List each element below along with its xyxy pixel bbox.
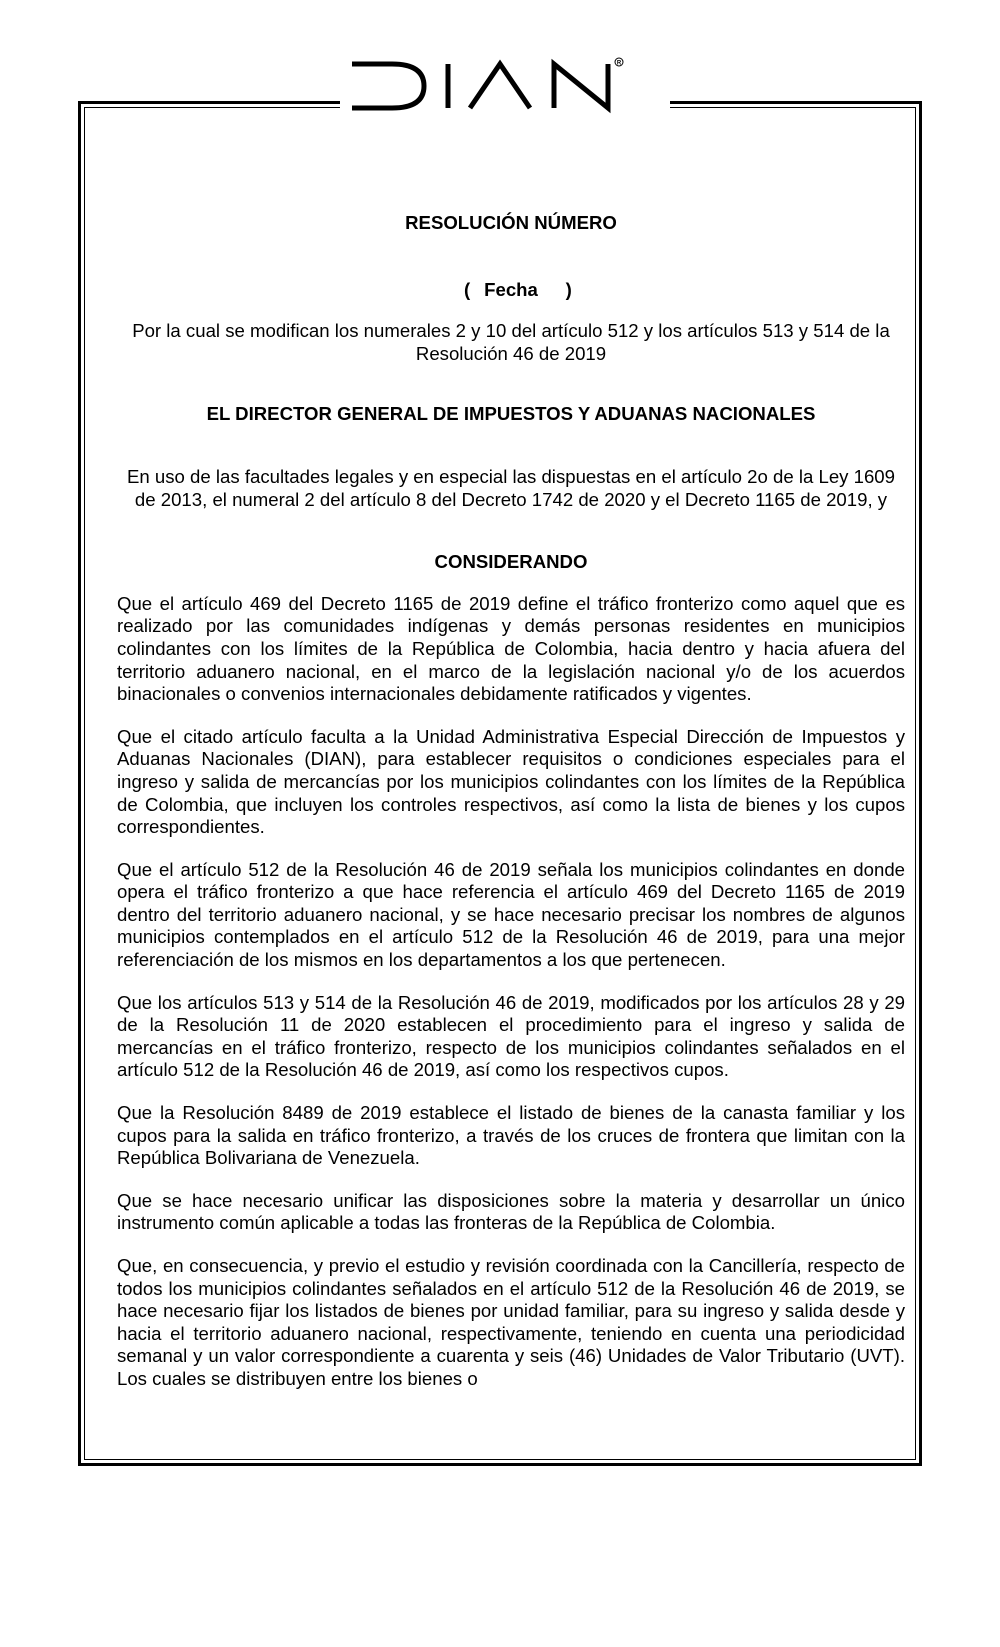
considering-paragraph: Que el artículo 469 del Decreto 1165 de 2019 define el tráfico fronterizo como aquel que es realizado por las comunidades indígenas y demás personas residentes en municipios colindantes con los límites de la República de Colombia, hacia dentro y hacia afuera del territorio aduanero nacional, en el marco de la legislación nacional y/o de los acuerdos binacionales o convenios internacionales debidamente ratificados y vigentes. [117,592,905,705]
considering-paragraph: Que, en consecuencia, y previo el estudio y revisión coordinada con la Cancillería, respecto de todos los municipios colindantes señalados en el artículo 512 de la Resolución 46 de 2019, se hace necesario fijar los listados de bienes por unidad familiar, para su ingreso y salida desde y hacia el territorio aduanero nacional, respectivamente, teniendo en cuenta una periodicidad semanal y un valor correspondiente a cuarenta y seis (46) Unidades de Valor Tributario (UVT). Los cuales se distribuyen entre los bienes o [117,1255,905,1389]
document-body [117,208,905,1391]
considering-heading: CONSIDERANDO [434,551,588,573]
svg-text:R: R [616,60,622,67]
legal-powers: En uso de las facultades legales y en especial las dispuestas en el artículo 2o de la Ley 1609 de 2013, el numeral 2 del artículo 8 del Decreto 1742 de 2020 y el Decreto 1165 de 2019, y [126,465,895,510]
considering-paragraph: Que el citado artículo faculta a la Unidad Administrativa Especial Dirección de Impuestos y Aduanas Nacionales (DIAN), para establecer requisitos o condiciones especiales para el ingreso y salida de mercancías por los municipios colindantes con los límites de la República de Colombia, que incluyen los controles respectivos, así como la lista de bienes y los cupos correspondientes. [117,725,905,838]
date-open-paren: ( [464,278,471,300]
considering-paragraph: Que el artículo 512 de la Resolución 46 de 2019 señala los municipios colindantes en donde opera el tráfico fronterizo a que hace referencia el artículo 469 del Decreto 1165 de 2019 dentro del territorio aduanero nacional, y se hace necesario precisar los nombres de algunos municipios contemplados en el artículo 512 de la Resolución 46 de 2019, para una mejor referenciación de los mismos en los departamentos a los que pertenecen. [117,858,905,971]
issuing-authority: EL DIRECTOR GENERAL DE IMPUESTOS Y ADUANAS NACIONALES [206,403,816,425]
resolution-date [117,279,905,302]
considering-paragraph: Que los artículos 513 y 514 de la Resolución 46 de 2019, modificados por los artículos 28 y 29 de la Resolución 11 de 2020 establecen el procedimiento para el ingreso y salida de mercancías en el tráfico fronterizo, respecto de los municipios colindantes señalados en el artículo 512 de la Resolución 46 de 2019, así como los respectivos cupos. [117,991,905,1081]
date-label: Fecha [484,278,538,300]
resolution-purpose: Por la cual se modifican los numerales 2 y 10 del artículo 512 y los artículos 513 y 514 de la Resolución 46 de 2019 [132,320,890,364]
considering-paragraph: Que la Resolución 8489 de 2019 establece el listado de bienes de la canasta familiar y los cupos para la salida en tráfico fronterizo, a través de los cruces de frontera que limitan con la República Bolivariana de Venezuela. [117,1102,905,1169]
considering-paragraph: Que se hace necesario unificar las disposiciones sobre la materia y desarrollar un único instrumento común aplicable a todas las fronteras de la República de Colombia. [117,1189,905,1234]
date-close-paren: ) [565,278,572,300]
resolution-title: RESOLUCIÓN NÚMERO [405,212,617,233]
dian-logo [340,54,670,120]
dian-logo-icon [340,54,670,120]
